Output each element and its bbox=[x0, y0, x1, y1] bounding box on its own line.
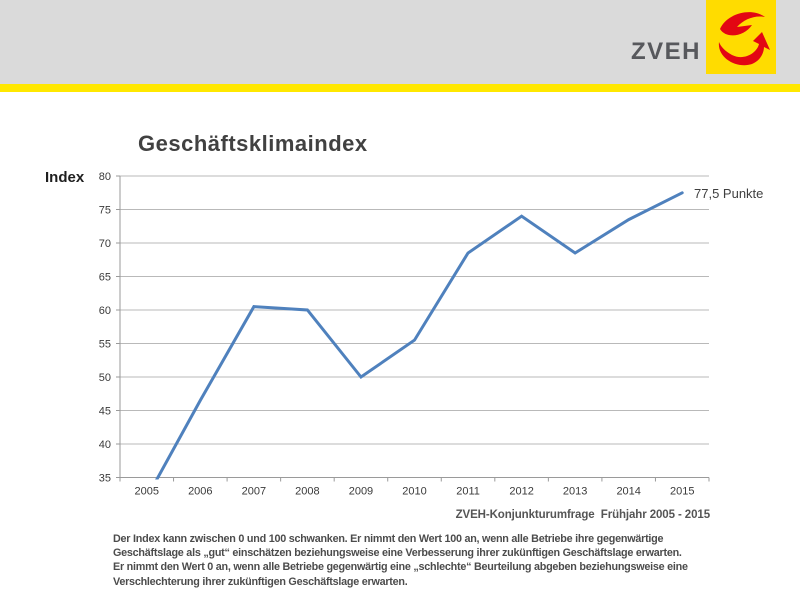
svg-text:2015: 2015 bbox=[669, 485, 695, 498]
svg-text:2013: 2013 bbox=[562, 485, 588, 498]
svg-text:70: 70 bbox=[98, 238, 111, 250]
svg-text:65: 65 bbox=[98, 271, 111, 284]
svg-text:2008: 2008 bbox=[295, 485, 320, 498]
svg-text:55: 55 bbox=[98, 338, 111, 351]
footnote-line: Der Index kann zwischen 0 und 100 schwanken. Er nimmt den Wert 100 an, wenn alle Betriebe ihre gegenwärtige bbox=[113, 533, 664, 545]
svg-text:2014: 2014 bbox=[616, 485, 641, 498]
svg-text:2009: 2009 bbox=[348, 485, 374, 498]
svg-text:60: 60 bbox=[98, 305, 111, 317]
footnote-line: Er nimmt den Wert 0 an, wenn alle Betriebe gegenwärtig eine „schlechte“ Beurteilung abgeben beziehungsweise eine bbox=[113, 561, 688, 574]
footnote bbox=[113, 532, 688, 589]
svg-text:50: 50 bbox=[98, 372, 111, 384]
footnote-line: Geschäftslage als „gut“ einschätzen beziehungsweise eine Verbesserung ihrer zukünftigen Geschäftslage erwarten. bbox=[113, 547, 682, 560]
y-axis-title: Index bbox=[45, 169, 85, 186]
svg-text:35: 35 bbox=[98, 472, 111, 485]
chart-title: Geschäftsklimaindex bbox=[138, 131, 368, 156]
svg-text:2007: 2007 bbox=[241, 485, 267, 498]
svg-text:2005: 2005 bbox=[134, 485, 160, 498]
svg-text:2012: 2012 bbox=[509, 485, 534, 498]
footnote-line: Verschlechterung ihrer zukünftigen Geschäftslage erwarten. bbox=[113, 575, 408, 588]
svg-text:2011: 2011 bbox=[456, 485, 480, 498]
svg-text:80: 80 bbox=[98, 171, 111, 183]
svg-text:40: 40 bbox=[98, 439, 111, 451]
svg-text:2006: 2006 bbox=[188, 485, 213, 498]
svg-text:45: 45 bbox=[98, 405, 111, 418]
source-caption: ZVEH-Konjunkturumfrage Frühjahr 2005 - 2015 bbox=[455, 509, 710, 521]
svg-text:2010: 2010 bbox=[402, 485, 427, 498]
endpoint-value-label: 77,5 Punkte bbox=[694, 186, 764, 201]
brand-text: ZVEH bbox=[631, 38, 702, 65]
svg-text:75: 75 bbox=[98, 204, 111, 217]
